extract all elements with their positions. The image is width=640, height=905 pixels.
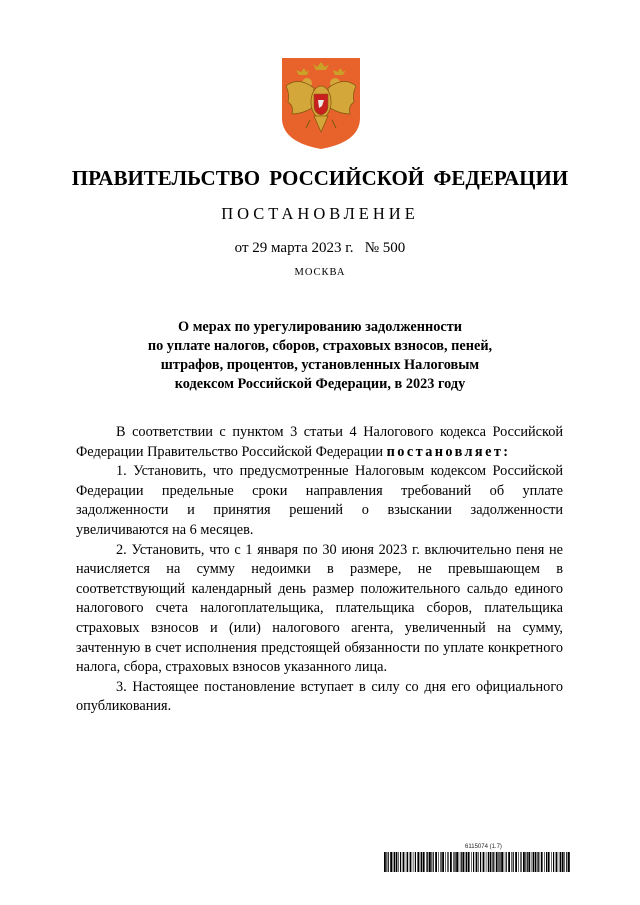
document-type: ПОСТАНОВЛЕНИЕ xyxy=(221,204,419,223)
document-number: № 500 xyxy=(364,240,406,256)
document-body xyxy=(76,423,563,717)
barcode-label: 6115074 (1.7) xyxy=(465,844,502,850)
subject-line: О мерах по урегулированию задолженности xyxy=(178,319,462,335)
document-date: от 29 марта 2023 г. xyxy=(234,240,354,256)
city: МОСКВА xyxy=(294,267,346,278)
russian-coat-of-arms-icon xyxy=(280,56,362,151)
intro-text: В соответствии с пунктом 3 статьи 4 Налогового кодекса Российской Федерации Правительство Российской Федерации xyxy=(76,424,563,460)
item-paragraph: 3. Настоящее постановление вступает в силу со дня его официального опубликования. xyxy=(76,678,563,715)
barcode-icon xyxy=(384,852,572,872)
item-paragraph: 2. Установить, что с 1 января по 30 июня 2023 г. включительно пеня не начисляется на сумму недоимки в размере, не превышающем в соответствующий календарный день размер положительного сальдо единого налогового счета налогоплательщика, плательщика сборов, плательщика страховых взносов и (или) налогового агента, увеличенный на сумму, зачтенную в счет исполнения предстоящей обязанности по уплате конкретного налога, сбора, страховых взносов указанного лица. xyxy=(76,541,563,676)
document-subject xyxy=(120,318,520,394)
government-title: ПРАВИТЕЛЬСТВО РОССИЙСКОЙ ФЕДЕРАЦИИ xyxy=(71,166,569,190)
date-number-line xyxy=(0,240,640,257)
decree-word: постановляет: xyxy=(386,443,511,460)
item-paragraph: 1. Установить, что предусмотренные Налоговым кодексом Российской Федерации предельные сроки направления требований об уплате задолженности и принятия решений о взыскании задолженности увеличиваются на 6 месяцев. xyxy=(76,463,563,538)
subject-line: кодексом Российской Федерации, в 2023 году xyxy=(174,376,466,392)
subject-line: штрафов, процентов, установленных Налоговым xyxy=(160,357,480,373)
intro-paragraph xyxy=(76,423,563,462)
subject-line: по уплате налогов, сборов, страховых взносов, пеней, xyxy=(147,338,493,354)
